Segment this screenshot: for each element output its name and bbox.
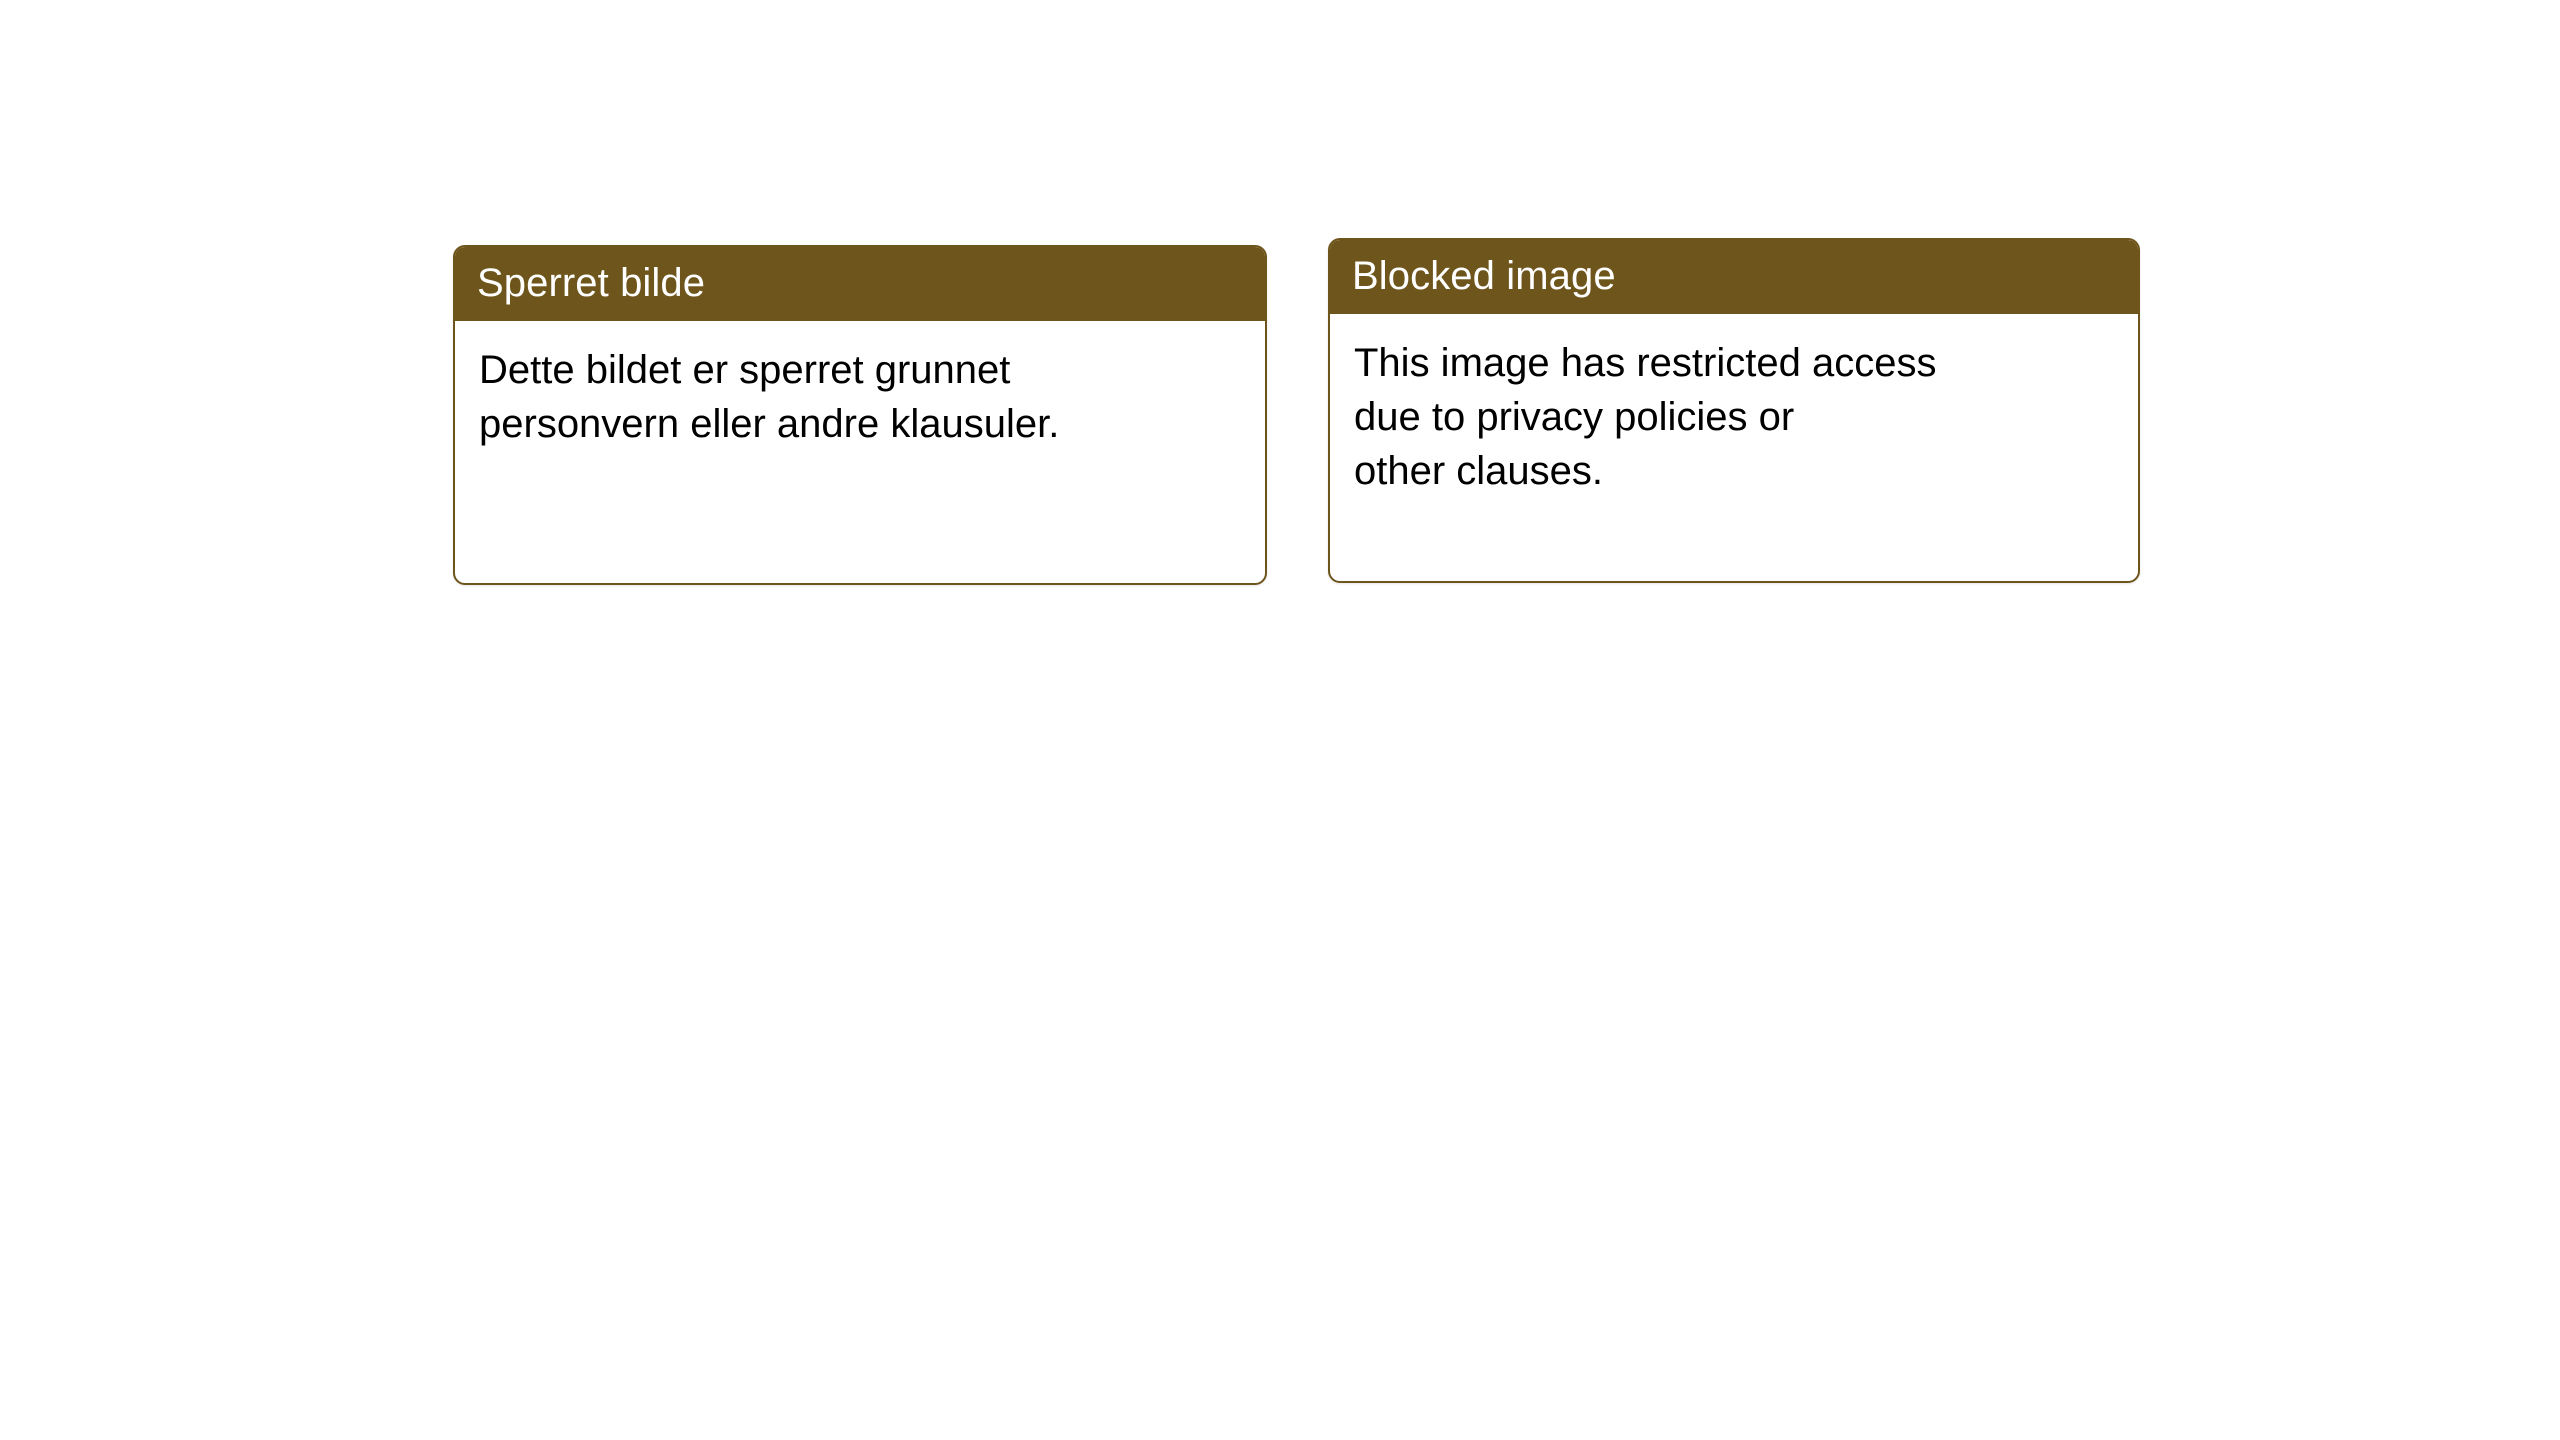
card-title-no: Sperret bilde <box>477 261 706 305</box>
card-body-line: due to privacy policies or <box>1354 395 1795 439</box>
card-body-en <box>1330 314 2138 522</box>
card-title-en: Blocked image <box>1352 254 1616 298</box>
card-header-en <box>1330 240 2138 314</box>
card-body-line: This image has restricted access <box>1354 341 1937 385</box>
card-header-no <box>455 247 1265 321</box>
card-body-no <box>455 321 1265 475</box>
blocked-image-notice-card-en <box>1328 238 2140 583</box>
blocked-image-notice-card-no <box>453 245 1267 585</box>
card-body-line: other clauses. <box>1354 449 1604 493</box>
card-body-line: Dette bildet er sperret grunnet <box>479 348 1011 392</box>
card-body-line: personvern eller andre klausuler. <box>479 402 1060 446</box>
